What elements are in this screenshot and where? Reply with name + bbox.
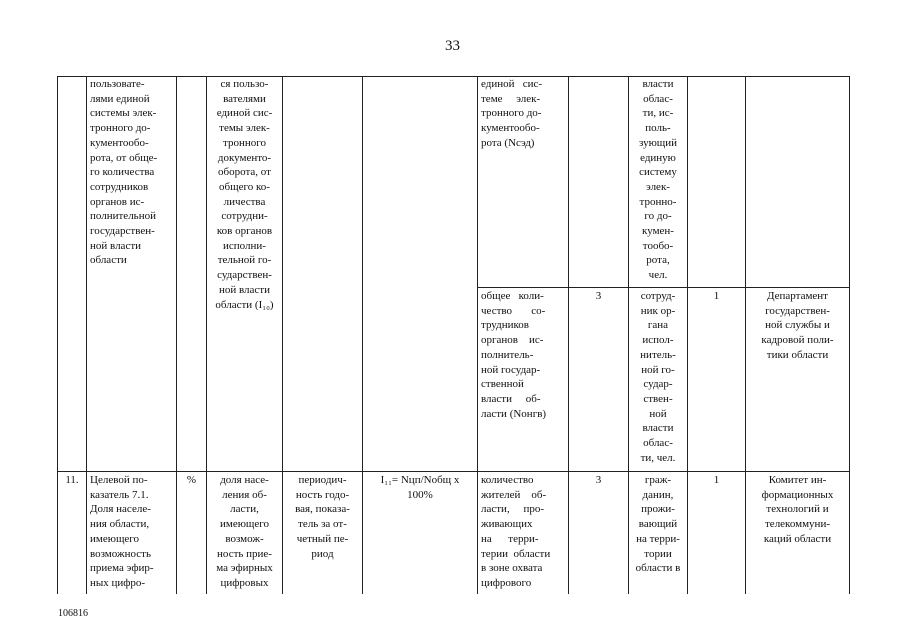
text-line: поль-: [645, 122, 671, 135]
text-line: тронно-: [639, 195, 677, 208]
text-line: на терри-: [636, 532, 680, 545]
definition-cell: [207, 77, 282, 312]
text-line: тронного до-: [90, 122, 151, 135]
definition-cell: [207, 473, 282, 591]
text-line: ник ор-: [640, 304, 676, 317]
text-line: Комитет ин-: [768, 474, 827, 486]
text-line: полнитель-: [481, 348, 534, 361]
text-line: власти об-: [481, 392, 541, 405]
text-line: 100%: [407, 488, 433, 501]
grid-line: [477, 287, 850, 288]
text-line: терии области: [481, 547, 551, 560]
text-line: сотрудников: [90, 180, 149, 193]
grid-line: [86, 76, 87, 594]
text-line: %: [186, 474, 197, 486]
text-line: ся пользо-: [220, 78, 269, 90]
text-line: рота, от обще-: [90, 151, 158, 164]
base-unit-cell: [629, 289, 687, 465]
grid-line: [477, 76, 478, 594]
text-line: 3: [595, 474, 602, 486]
periodicity-cell: [283, 473, 362, 561]
base-indicator-cell: [481, 77, 567, 151]
responsible-cell: [746, 473, 849, 547]
text-line: ния области,: [90, 518, 150, 531]
text-line: формационных: [761, 488, 834, 501]
text-line: Департамент: [766, 290, 828, 302]
text-line: органов ис-: [481, 334, 544, 347]
text-line: ления об-: [222, 488, 267, 501]
footer-code: 106816: [58, 608, 88, 619]
text-line: единую: [640, 151, 676, 164]
text-line: в зоне охвата: [481, 562, 543, 575]
text-line: власти: [642, 78, 674, 90]
text-line: лями единой: [90, 92, 150, 105]
indicator-cell: [90, 473, 174, 591]
text-line: имеющего: [219, 518, 270, 531]
text-line: чество со-: [481, 304, 546, 317]
text-line: 1: [713, 290, 720, 302]
text-line: ной власти: [90, 239, 142, 252]
text-line: общее коли-: [481, 290, 544, 302]
text-line: на терри-: [481, 532, 539, 545]
text-line: 1: [713, 474, 720, 486]
text-line: I₁₁= Nцп/Nобщ х: [380, 474, 460, 486]
base-unit-cell: [629, 473, 687, 576]
text-line: четный пе-: [296, 532, 349, 545]
text-line: ственной: [481, 378, 524, 391]
text-line: тообо-: [642, 239, 674, 252]
text-line: ной власти: [218, 283, 271, 296]
text-line: вателями: [223, 92, 266, 105]
text-line: кументообо-: [90, 136, 149, 149]
text-line: рота (Nсэд): [481, 136, 535, 149]
text-line: тельной го-: [217, 254, 272, 267]
text-line: жителей об-: [481, 488, 547, 501]
text-line: каций области: [763, 532, 832, 545]
text-line: сударствен-: [217, 269, 272, 282]
text-line: цифровых: [220, 576, 269, 589]
text-line: живающих: [481, 518, 533, 531]
text-line: испол-: [642, 334, 674, 347]
text-line: доля насе-: [220, 474, 269, 486]
text-line: тики области: [766, 348, 829, 361]
text-line: ных цифро-: [90, 576, 146, 589]
text-line: тории: [644, 547, 672, 560]
grid-line: [57, 471, 850, 472]
text-line: возможность: [90, 547, 151, 560]
text-line: ласти,: [230, 503, 259, 516]
grid-line: [687, 76, 688, 594]
text-line: ной: [649, 407, 667, 420]
level-cell: [569, 289, 628, 304]
text-line: кадровой поли-: [761, 334, 834, 347]
text-line: возмож-: [225, 532, 264, 545]
page-number: 33: [445, 38, 460, 54]
text-line: количество: [481, 474, 534, 486]
grid-line: [57, 76, 58, 594]
text-line: тель за от-: [298, 518, 347, 531]
text-line: тронного: [223, 136, 266, 149]
text-line: го количества: [90, 166, 155, 179]
text-line: зующий: [638, 136, 678, 149]
text-line: общего ко-: [219, 180, 270, 193]
text-line: единой сис-: [216, 107, 273, 120]
text-line: ма эфирных: [216, 562, 273, 575]
text-line: системы элек-: [90, 107, 157, 120]
text-line: области (I₁₀): [215, 298, 274, 311]
text-line: данин,: [642, 488, 674, 501]
text-line: оборота, от: [218, 166, 271, 179]
text-line: ти, чел.: [640, 451, 676, 464]
text-line: Целевой по-: [90, 474, 148, 486]
text-line: темы элек-: [219, 122, 270, 135]
text-line: вающий: [638, 518, 678, 531]
text-line: облас-: [643, 437, 673, 450]
text-line: ной го-: [641, 363, 675, 376]
text-line: тронного до-: [481, 107, 542, 120]
text-line: систему: [639, 166, 677, 179]
text-line: нитель-: [640, 348, 676, 361]
frequency-cell: [688, 289, 745, 304]
text-line: личества: [223, 195, 266, 208]
text-line: исполни-: [223, 239, 266, 252]
text-line: ков органов: [216, 225, 273, 238]
text-line: приема эфир-: [90, 562, 154, 575]
text-line: теме элек-: [481, 92, 541, 105]
text-line: органов ис-: [90, 195, 145, 208]
text-line: ной службы и: [765, 319, 830, 332]
text-line: риод: [311, 547, 334, 560]
frequency-cell: [688, 473, 745, 488]
text-line: вая, показа-: [295, 503, 350, 516]
text-line: кументообо-: [481, 122, 540, 135]
text-line: го до-: [644, 210, 672, 223]
text-line: власти: [642, 422, 674, 435]
text-line: цифрового: [481, 576, 532, 589]
base-unit-cell: [629, 77, 687, 283]
text-line: облас-: [643, 92, 673, 105]
text-line: ной государ-: [481, 363, 541, 376]
grid-line: [849, 76, 850, 594]
grid-line: [176, 76, 177, 594]
text-line: ласти (Nонгв): [481, 407, 547, 420]
grid-line: [362, 76, 363, 594]
text-line: чел.: [648, 269, 668, 282]
unit-cell: [177, 473, 206, 488]
text-line: 11.: [65, 474, 79, 486]
text-line: Доля населе-: [90, 503, 151, 516]
grid-line: [57, 76, 850, 77]
text-line: ность годо-: [295, 488, 350, 501]
text-line: документо-: [217, 151, 272, 164]
text-line: области в: [635, 562, 681, 575]
text-line: ласти, про-: [481, 503, 544, 516]
level-cell: [569, 473, 628, 488]
base-indicator-cell: [481, 289, 567, 421]
text-line: ти, ис-: [642, 107, 674, 120]
text-line: государствен-: [765, 304, 830, 317]
base-indicator-cell: [481, 473, 567, 591]
formula-cell: [363, 473, 477, 502]
responsible-cell: [746, 289, 849, 363]
text-line: области: [90, 254, 127, 267]
text-line: технологий и: [766, 503, 829, 516]
grid-line: [568, 76, 569, 594]
text-line: единой сис-: [481, 78, 543, 90]
text-line: гана: [647, 319, 669, 332]
text-line: элек-: [646, 180, 670, 193]
text-line: судар-: [643, 378, 673, 391]
text-line: ствен-: [643, 392, 673, 405]
text-line: кумен-: [642, 225, 674, 238]
text-line: периодич-: [298, 474, 347, 486]
text-line: государствен-: [90, 225, 155, 238]
row-number-cell: [58, 473, 86, 488]
text-line: полнительной: [90, 210, 156, 223]
text-line: сотруд-: [640, 290, 676, 302]
text-line: прожи-: [641, 503, 675, 516]
text-line: пользовате-: [90, 78, 145, 90]
text-line: телекоммуни-: [765, 518, 830, 531]
text-line: рота,: [646, 254, 670, 267]
text-line: имеющего: [90, 532, 140, 545]
text-line: сотрудни-: [221, 210, 268, 223]
text-line: ность прие-: [217, 547, 272, 560]
text-line: казатель 7.1.: [90, 488, 149, 501]
indicator-cell: [90, 77, 174, 268]
text-line: трудников: [481, 319, 529, 332]
text-line: 3: [595, 290, 602, 302]
text-line: граж-: [644, 474, 672, 486]
